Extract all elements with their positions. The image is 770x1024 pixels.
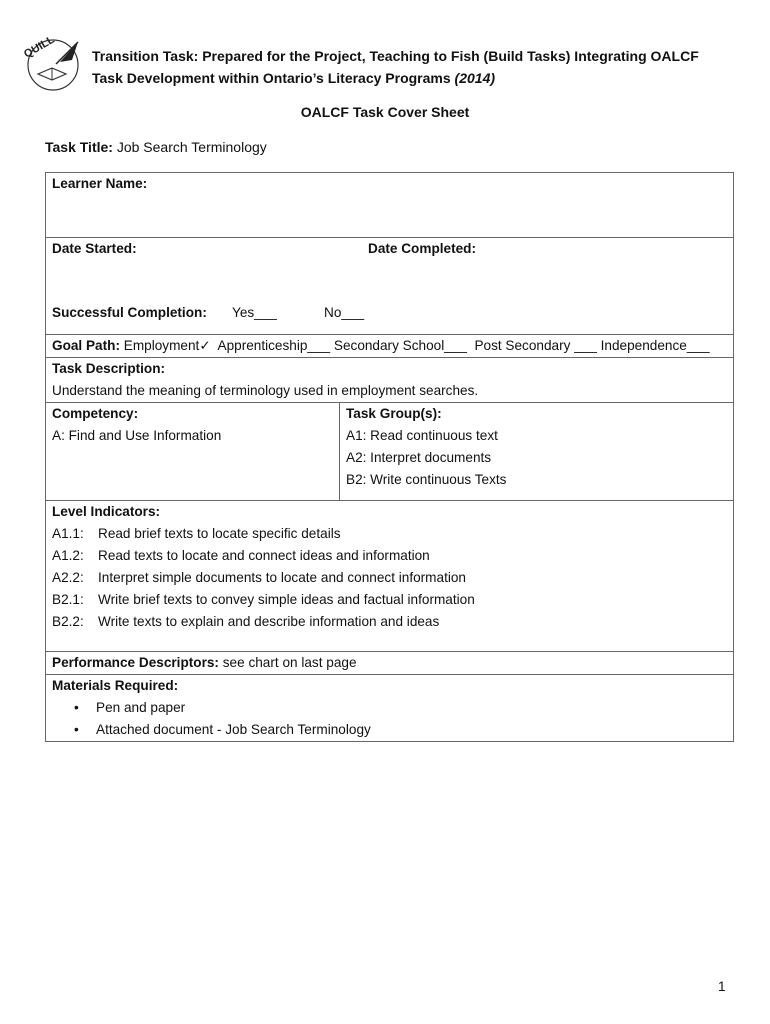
level-indicators-row — [46, 501, 734, 652]
level-indicator-text: Read brief texts to locate specific details — [98, 526, 341, 541]
goal-path-label: Goal Path: — [52, 338, 120, 353]
document-year: (2014) — [454, 70, 496, 86]
level-indicator-item — [52, 589, 727, 611]
completion-yes-option[interactable]: Yes___ — [232, 305, 277, 320]
task-group-item: A2: Interpret documents — [346, 450, 492, 465]
cover-sheet-heading: OALCF Task Cover Sheet — [300, 104, 470, 120]
successful-completion — [52, 302, 365, 324]
svg-text:QUILL: QUILL — [22, 33, 57, 61]
learner-row — [46, 173, 734, 238]
task-description-label: Task Description: — [52, 361, 166, 376]
level-indicator-item — [52, 545, 727, 567]
materials-list — [52, 697, 727, 741]
level-indicator-item — [52, 523, 727, 545]
level-indicator-item — [52, 567, 727, 589]
task-group-item: B2: Write continuous Texts — [346, 472, 507, 487]
level-indicator-code: B2.1: — [52, 592, 84, 607]
document-title — [92, 45, 732, 89]
cover-sheet-table — [45, 172, 734, 742]
date-started-label: Date Started: — [52, 241, 137, 256]
level-indicator-text: Write brief texts to convey simple ideas and factual information — [98, 592, 475, 607]
date-completed-label: Date Completed: — [368, 241, 477, 256]
task-title-label: Task Title: — [45, 139, 113, 155]
competency-cell — [46, 403, 340, 501]
materials-item: • Attached document - Job Search Terminology — [74, 719, 727, 741]
level-indicator-code: A1.1: — [52, 526, 84, 541]
task-description-cell — [46, 358, 734, 403]
performance-text: see chart on last page — [222, 655, 357, 670]
level-indicator-text: Interpret simple documents to locate and connect information — [98, 570, 466, 585]
performance-cell — [46, 652, 734, 675]
task-title-value: Job Search Terminology — [116, 139, 267, 155]
task-groups-cell — [340, 403, 734, 501]
task-groups-label: Task Group(s): — [346, 406, 442, 421]
document-title-text: Transition Task: Prepared for the Project, Teaching to Fish (Build Tasks) Integrating OALCF Task Development within Ontario’s Literacy Programs — [92, 48, 699, 86]
level-indicator-item — [52, 611, 727, 633]
learner-name-label: Learner Name: — [52, 176, 148, 191]
performance-label: Performance Descriptors: — [52, 655, 219, 670]
level-indicators-label: Level Indicators: — [52, 504, 161, 519]
materials-item: • Pen and paper — [74, 697, 727, 719]
level-indicator-text: Read texts to locate and connect ideas and information — [98, 548, 430, 563]
level-indicator-code: B2.2: — [52, 614, 84, 629]
level-indicators-cell — [46, 501, 734, 652]
level-indicator-text: Write texts to explain and describe information and ideas — [98, 614, 440, 629]
successful-completion-label: Successful Completion: — [52, 305, 207, 320]
level-indicator-code: A2.2: — [52, 570, 84, 585]
performance-row — [46, 652, 734, 675]
goal-path-row — [46, 335, 734, 358]
materials-label: Materials Required: — [52, 678, 179, 693]
competency-row — [46, 403, 734, 501]
competency-item: A: Find and Use Information — [52, 428, 222, 443]
task-description-row — [46, 358, 734, 403]
level-indicator-code: A1.2: — [52, 548, 84, 563]
task-group-item: A1: Read continuous text — [346, 428, 498, 443]
task-description-text: Understand the meaning of terminology used in employment searches. — [52, 383, 479, 398]
completion-no-option[interactable]: No___ — [324, 305, 365, 320]
learner-name-field[interactable] — [46, 173, 734, 238]
page-number: 1 — [718, 979, 726, 994]
dates-row — [46, 238, 734, 335]
materials-row — [46, 675, 734, 742]
quill-logo — [20, 32, 90, 96]
competency-label: Competency: — [52, 406, 139, 421]
materials-cell — [46, 675, 734, 742]
task-title — [45, 139, 267, 155]
dates-cell — [46, 238, 734, 335]
goal-path-options[interactable]: Employment✓ Apprenticeship___ Secondary School___ Post Secondary ___ Independence___ — [123, 338, 710, 353]
goal-path-cell — [46, 335, 734, 358]
